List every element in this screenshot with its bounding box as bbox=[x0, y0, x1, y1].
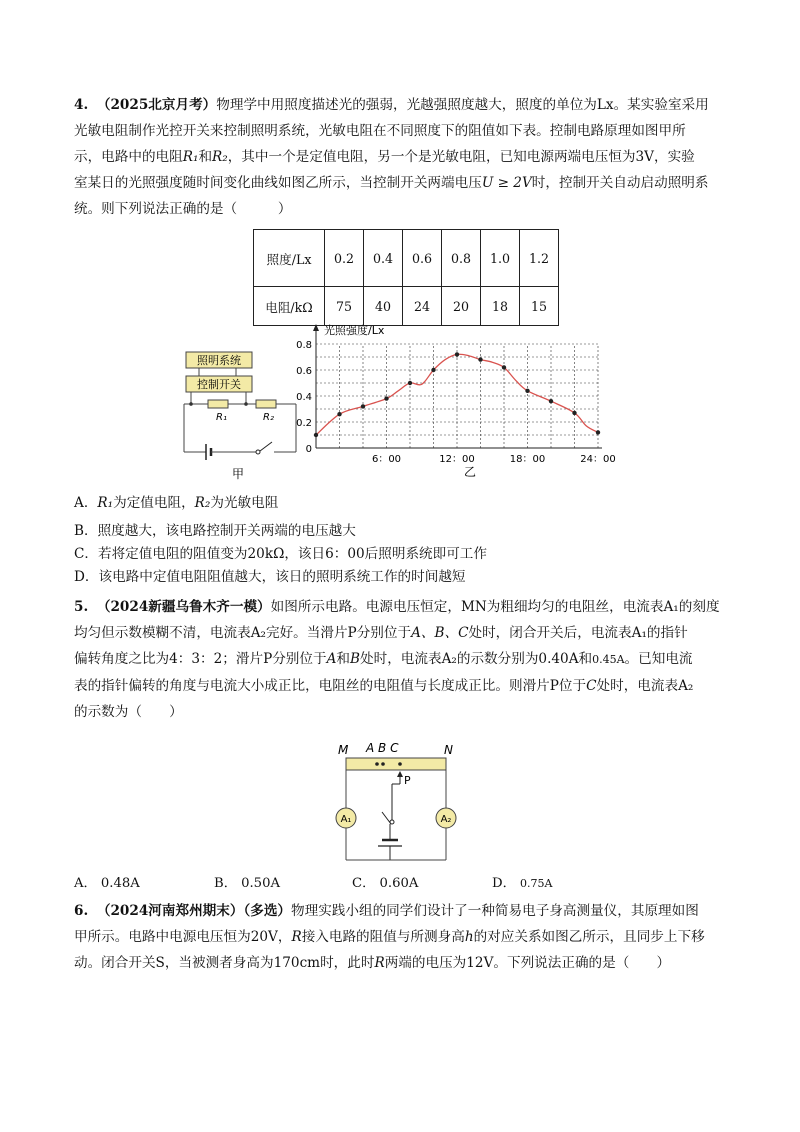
resistance-wire-mn bbox=[346, 758, 446, 770]
q5-ammeter-a1: A₁ bbox=[631, 625, 647, 641]
option-a-text-d: 为光敏电阻 bbox=[210, 495, 279, 511]
q5-text-2c: 处时，闭合开关后，电流表 bbox=[468, 625, 632, 641]
q4-text-3c: ，其中一个是定值电阻，另一个是光敏电阻，已知电源两端电压恒为3V，实验 bbox=[227, 149, 695, 165]
q4-line-5: 统。则下列说法正确的是（ ） bbox=[74, 201, 292, 217]
ammeter-a2-label: A₂ bbox=[440, 814, 452, 825]
q6-text-1: 物理实践小组的同学们设计了一种简易电子身高测量仪，其原理如图 bbox=[291, 903, 699, 919]
x-tick-label: 24：00 bbox=[580, 454, 616, 465]
circuit-diagram-q5 bbox=[328, 740, 478, 868]
chart-ticks bbox=[296, 340, 616, 465]
q4-r1: R₁ bbox=[182, 149, 199, 165]
table-cell: 1.2 bbox=[520, 230, 559, 287]
option-a-r2: R₂ bbox=[194, 495, 211, 511]
table-cell: 0.8 bbox=[442, 230, 481, 287]
table-row bbox=[254, 230, 559, 287]
q5-text-1b: 的刻度 bbox=[678, 599, 720, 615]
choice-letter: A． bbox=[74, 876, 97, 891]
data-point bbox=[314, 433, 318, 437]
q4-text-4a: 室某日的光照强度随时间变化曲线如图乙所示，当控制开关两端电压 bbox=[74, 175, 482, 191]
data-point bbox=[478, 357, 482, 361]
q4-line-4 bbox=[74, 170, 734, 196]
position-dot-a bbox=[375, 762, 379, 766]
q4-line-2: 光敏电阻制作光控开关来控制照明系统，光敏电阻在不同照度下的阻值如下表。控制电路原理如图甲所 bbox=[74, 123, 686, 139]
q5-ammeter-a2: A₂ bbox=[678, 678, 694, 694]
choice-letter: D． bbox=[492, 876, 516, 891]
option-letter: C． bbox=[74, 546, 98, 562]
q5-text-4b: 处时，电流表 bbox=[596, 678, 679, 694]
label-m: M bbox=[338, 743, 349, 757]
q6-r: R bbox=[291, 929, 302, 945]
q4-option-a[interactable] bbox=[74, 492, 278, 514]
chart-axes bbox=[313, 324, 602, 448]
position-dot-b bbox=[381, 762, 385, 766]
chart-y-axis-label: 光照强度/Lx bbox=[324, 324, 385, 337]
q6-h: h bbox=[464, 929, 474, 945]
x-tick-label: 18：00 bbox=[509, 454, 546, 465]
choice-value: 0.50A bbox=[241, 876, 280, 891]
q5-text-2a: 均匀但示数模糊不清，电流表 bbox=[74, 625, 251, 641]
option-text: 该电路中定值电阻阻值越大，该日的照明系统工作的时间越短 bbox=[98, 569, 466, 585]
q5-choice-d[interactable] bbox=[492, 872, 552, 891]
q5-choice-a[interactable] bbox=[74, 872, 140, 891]
q5-ammeter-a2: A₂ bbox=[250, 625, 266, 641]
q4-line-1 bbox=[74, 92, 734, 118]
data-point bbox=[549, 399, 553, 403]
r2-label: R₂ bbox=[263, 412, 274, 423]
q5-positions: A、B、C bbox=[411, 625, 469, 641]
table-cell: 1.0 bbox=[481, 230, 520, 287]
option-a-r1: R₁ bbox=[97, 495, 114, 511]
q5-position-a: A bbox=[326, 651, 337, 667]
y-tick-label: 0.2 bbox=[296, 418, 312, 429]
q5-position-c: C bbox=[586, 678, 597, 694]
q4-option-b[interactable] bbox=[74, 520, 356, 542]
q5-value-2: 0.45A bbox=[592, 653, 625, 666]
table-cell: 0.2 bbox=[325, 230, 364, 287]
data-point bbox=[596, 430, 600, 434]
q5-value-1: 0.40A bbox=[538, 651, 579, 667]
table-cell: 0.6 bbox=[403, 230, 442, 287]
chart-caption: 乙 bbox=[464, 465, 477, 479]
q4-text-3a: 示，电路中的电阻 bbox=[74, 149, 183, 165]
option-letter: D． bbox=[74, 569, 99, 585]
label-abc: A B C bbox=[366, 741, 399, 755]
table-cell: 18 bbox=[481, 287, 520, 326]
slider-arrowhead bbox=[397, 771, 403, 777]
q4-text-line-1: 物理学中用照度描述光的强弱，光越强照度越大，照度的单位为Lx。某实验室采用 bbox=[216, 97, 709, 113]
switch-contact bbox=[256, 450, 260, 454]
q5-choice-b[interactable] bbox=[214, 872, 280, 891]
lighting-system-label: 照明系统 bbox=[197, 354, 241, 367]
option-text: 若将定值电阻的阻值变为20kΩ，该日6：00后照明系统即可工作 bbox=[98, 546, 487, 562]
data-point bbox=[502, 365, 506, 369]
option-a-text-b: 为定值电阻， bbox=[113, 495, 195, 511]
table-row bbox=[254, 287, 559, 326]
q5-text-1a: 如图所示电路。电源电压恒定，MN为粗细均匀的电阻丝，电流表 bbox=[270, 599, 664, 615]
data-point bbox=[525, 389, 529, 393]
option-letter: B． bbox=[74, 523, 98, 539]
q5-line-3 bbox=[74, 646, 734, 673]
data-point bbox=[384, 396, 388, 400]
q4-condition: U ≥ 2V bbox=[481, 175, 532, 191]
table-header-label: 照度/Lx bbox=[254, 230, 325, 287]
q6-line-1 bbox=[74, 898, 734, 924]
circuit-diagram-jia bbox=[176, 344, 306, 484]
figure-caption-jia: 甲 bbox=[231, 467, 245, 481]
table-cell: 20 bbox=[442, 287, 481, 326]
q6-source: （2024河南郑州期末）（多选） bbox=[96, 903, 292, 919]
q5-number: 5. bbox=[74, 599, 89, 615]
choice-letter: B． bbox=[214, 876, 237, 891]
q5-line-2 bbox=[74, 620, 734, 646]
q5-text-2b: 完好。当滑片P分别位于 bbox=[266, 625, 412, 641]
q5-text-3c: 的示数分别为 bbox=[456, 651, 539, 667]
q4-number: 4. bbox=[74, 97, 89, 113]
data-point bbox=[431, 368, 435, 372]
q4-text-3b: 和 bbox=[198, 149, 213, 165]
q5-and: 和 bbox=[336, 651, 351, 667]
choice-letter: C． bbox=[352, 876, 376, 891]
light-intensity-chart bbox=[298, 322, 628, 482]
q4-option-d[interactable] bbox=[74, 566, 466, 588]
option-letter: A． bbox=[74, 495, 98, 511]
q5-and: 和 bbox=[578, 651, 593, 667]
choice-value: 0.75A bbox=[519, 877, 553, 890]
control-switch-label: 控制开关 bbox=[197, 378, 241, 391]
data-point bbox=[455, 352, 459, 356]
y-tick-label: 0.8 bbox=[296, 340, 312, 351]
q4-r2: R₂ bbox=[212, 149, 228, 165]
q6-text-2c: 的对应关系如图乙所示，且同步上下移 bbox=[473, 929, 705, 945]
q6-text-3b: 两端的电压为12V。下列说法正确的是（ ） bbox=[384, 955, 671, 971]
q5-line-4 bbox=[74, 673, 734, 699]
option-text: 照度越大，该电路控制开关两端的电压越大 bbox=[97, 523, 356, 539]
q5-text-2d: 的指针 bbox=[646, 625, 688, 641]
q6-number: 6. bbox=[74, 903, 89, 919]
table-row-label: 电阻/kΩ bbox=[254, 287, 325, 326]
y-tick-label: 0.4 bbox=[296, 392, 312, 403]
question-6-text bbox=[74, 898, 734, 976]
q5-ammeter-a1: A₁ bbox=[663, 599, 679, 615]
q5-choice-c[interactable] bbox=[352, 872, 418, 891]
data-point bbox=[408, 381, 412, 385]
data-point bbox=[572, 411, 576, 415]
choice-value: 0.60A bbox=[379, 876, 419, 891]
q4-text-4b: 时，控制开关自动启动照明系 bbox=[531, 175, 709, 191]
q6-text-3a: 动。闭合开关S，当被测者身高为170cm时，此时 bbox=[74, 955, 375, 971]
table-cell: 15 bbox=[520, 287, 559, 326]
label-n: N bbox=[444, 743, 453, 757]
q5-line-5: 的示数为（ ） bbox=[74, 704, 183, 720]
x-tick-label: 12：00 bbox=[439, 454, 475, 465]
y-tick-label: 0 bbox=[305, 444, 312, 455]
q5-text-3d: 。已知电流 bbox=[624, 651, 693, 667]
y-axis-arrow bbox=[313, 324, 319, 331]
switch-blade bbox=[260, 442, 272, 451]
q5-text-3a: 偏转角度之比为4：3：2；滑片P分别位于 bbox=[74, 651, 327, 667]
resistor-r2 bbox=[256, 400, 276, 408]
y-tick-label: 0.6 bbox=[296, 366, 312, 377]
chart-grid bbox=[316, 344, 598, 448]
q5-ammeter-a2: A₂ bbox=[441, 651, 457, 667]
position-dot-c bbox=[398, 762, 402, 766]
choice-value: 0.48A bbox=[100, 876, 140, 891]
ammeter-a1-label: A₁ bbox=[340, 814, 352, 825]
q6-r: R bbox=[374, 955, 385, 971]
q5-line-1 bbox=[74, 594, 734, 620]
table-cell: 40 bbox=[364, 287, 403, 326]
data-point bbox=[361, 404, 365, 408]
q5-position-b: B bbox=[350, 651, 361, 667]
q4-source: （2025北京月考） bbox=[96, 97, 217, 113]
q6-text-2a: 甲所示。电路中电源电压恒为20V， bbox=[74, 929, 292, 945]
q6-text-2b: 接入电路的阻值与所测身高 bbox=[301, 929, 465, 945]
q5-text-3b: 处时，电流表 bbox=[360, 651, 442, 667]
q5-text-4a: 表的指针偏转的角度与电流大小成正比，电阻丝的电阻值与长度成正比。则滑片P位于 bbox=[74, 678, 587, 694]
question-4-text bbox=[74, 92, 734, 222]
switch-blade bbox=[382, 812, 391, 824]
table-cell: 24 bbox=[403, 287, 442, 326]
x-tick-label: 6：00 bbox=[371, 454, 402, 465]
lux-resistance-table bbox=[253, 229, 559, 326]
r1-label: R₁ bbox=[216, 412, 227, 423]
q4-line-3 bbox=[74, 144, 734, 170]
q4-option-c[interactable] bbox=[74, 543, 487, 565]
question-5-text bbox=[74, 594, 734, 725]
table-cell: 0.4 bbox=[364, 230, 403, 287]
slider-p-label: P bbox=[404, 774, 411, 787]
q5-source: （2024新疆乌鲁木齐一模） bbox=[96, 599, 271, 615]
data-point bbox=[337, 412, 341, 416]
table-cell: 75 bbox=[325, 287, 364, 326]
q6-line-2 bbox=[74, 924, 734, 950]
q6-line-3 bbox=[74, 950, 734, 976]
resistor-r1 bbox=[208, 400, 228, 408]
